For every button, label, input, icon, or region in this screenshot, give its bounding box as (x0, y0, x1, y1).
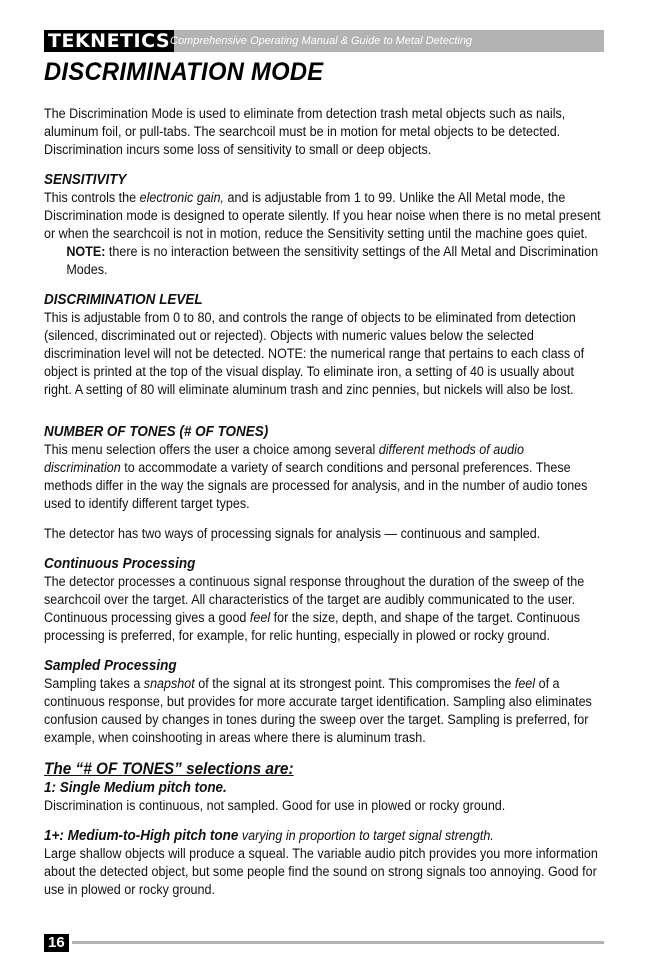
tone-item-2-heading: 1+: Medium-to-High pitch tone varying in proportion to target signal strength. (44, 828, 494, 844)
intro-paragraph: The Discrimination Mode is used to eliminate from detection trash metal objects such as nails, aluminum foil, or pull-tabs. The searchcoil must be in motion for metal objects to be detected. Discrimination incurs some loss of sensitivity to small or deep objects. (44, 106, 566, 157)
discrimination-level-heading: DISCRIMINATION LEVEL (44, 292, 203, 308)
continuous-processing-heading: Continuous Processing (44, 556, 196, 572)
tone-item-1-heading: 1: Single Medium pitch tone. (44, 780, 227, 796)
footer-rule (72, 941, 604, 944)
tone-item-2-text: Large shallow objects will produce a squeal. The variable audio pitch provides you more information about the detected object, but some people find the sound on strong signals too annoying. Good for use in plowed or rocky ground. (44, 846, 598, 897)
page-title: DISCRIMINATION MODE (44, 58, 324, 86)
header-subtitle: Comprehensive Operating Manual & Guide to Metal Detecting (170, 35, 473, 47)
processing-intro-paragraph: The detector has two ways of processing signals for analysis — continuous and sampled. (44, 526, 541, 541)
number-of-tones-heading: NUMBER OF TONES (# OF TONES) (44, 424, 269, 440)
sensitivity-heading: SENSITIVITY (44, 172, 127, 188)
sampled-processing-paragraph: Sampling takes a snapshot of the signal at its strongest point. This compromises the feel of a continuous response, but provides for more accurate target identification. Sampling also eliminates confusion caused by changes in tones during the sweep over the target. Sampling is preferred, for example, when coinshooting in areas where there is aluminum trash. (44, 676, 592, 745)
tone-selections-heading: The “# OF TONES” selections are: (44, 760, 294, 778)
continuous-processing-paragraph: The detector processes a continuous signal response throughout the duration of the sweep of the searchcoil over the target. All characteristics of the target are audibly communicated to the user. Continuous processing gives a good feel for the size, depth, and shape of the target. Continuous processing is preferred, for example, for relic hunting, especially in plowed or rocky ground. (44, 574, 585, 643)
tone-item-1-text: Discrimination is continuous, not sampled. Good for use in plowed or rocky ground. (44, 798, 506, 813)
discrimination-level-paragraph: This is adjustable from 0 to 80, and controls the range of objects to be eliminated from detection (silenced, discriminated out or rejected). Objects with numeric values below the selected discrimination level will not be detected. NOTE: the numerical range that pertains to each class of object is printed at the top of the visual display. To eliminate iron, a setting of 40 is usually about right. A setting of 80 will eliminate aluminum trash and zinc pennies, but nickels will also be lost. (44, 310, 585, 397)
page-number: 16 (44, 934, 69, 952)
sensitivity-note: NOTE: there is no interaction between the sensitivity settings of the All Metal and Discrimination Modes. (66, 244, 599, 277)
brand-logo: TEKNETICS (44, 30, 174, 52)
page-header (44, 30, 604, 52)
number-of-tones-paragraph: This menu selection offers the user a choice among several different methods of audio discrimination to accommodate a variety of search conditions and personal preferences. These methods differ in the way the signals are processed for analysis, and in the number of audio tones used to identify different target types. (44, 442, 588, 511)
sampled-processing-heading: Sampled Processing (44, 658, 177, 674)
sensitivity-paragraph: This controls the electronic gain, and is adjustable from 1 to 99. Unlike the All Metal mode, the Discrimination mode is designed to operate silently. If you hear noise when there is no metal present or when the searchcoil is not in motion, reduce the Sensitivity setting until the machine goes quiet. (44, 190, 601, 241)
page-content (44, 105, 602, 899)
